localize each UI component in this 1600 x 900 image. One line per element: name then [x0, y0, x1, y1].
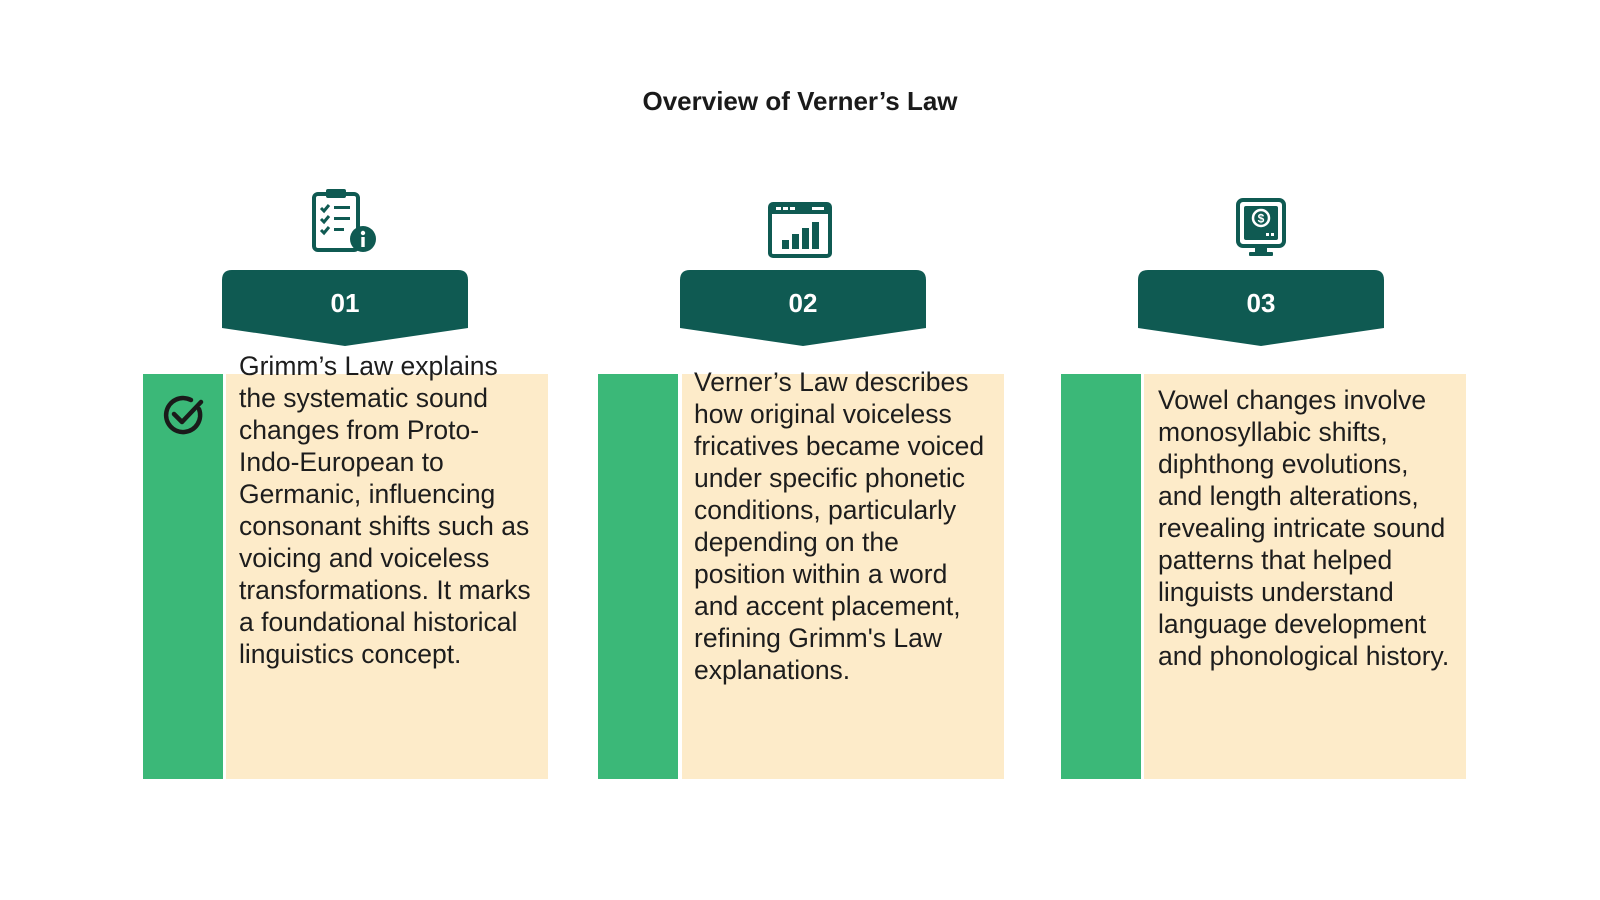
svg-text:$: $ [1257, 211, 1265, 226]
step-badge-03 [1138, 270, 1384, 348]
step-number: 01 [330, 288, 360, 318]
step-number: 03 [1246, 288, 1276, 318]
check-circle-icon [161, 392, 207, 443]
device-dollar-icon [1236, 198, 1286, 263]
step-badge-02 [680, 270, 926, 348]
card-accent-strip-03 [1061, 374, 1141, 779]
card-description-03: Vowel changes involve monosyllabic shifts, diphthong evolutions, and length alterations, revealing intricate sound patterns that helped linguists understand language development and phonological history. [1158, 385, 1450, 671]
step-number: 02 [788, 288, 818, 318]
chart-window-icon [768, 202, 832, 263]
step-badge-01 [222, 270, 468, 348]
page-title: Overview of Verner’s Law [642, 86, 958, 116]
clipboard-checklist-info-icon [312, 188, 380, 261]
card-accent-strip-02 [598, 374, 678, 779]
card-description-01: Grimm’s Law explains the systematic sound changes from Proto-Indo-European to Germanic, influencing consonant shifts such as voicing and voiceless transformations. It marks a foundational historical linguistics concept. [239, 351, 531, 669]
card-description-02: Verner’s Law describes how original voiceless fricatives became voiced under specific phonetic conditions, particularly depending on the position within a word and accent placement, refining Grimm's Law explanations. [694, 367, 985, 685]
